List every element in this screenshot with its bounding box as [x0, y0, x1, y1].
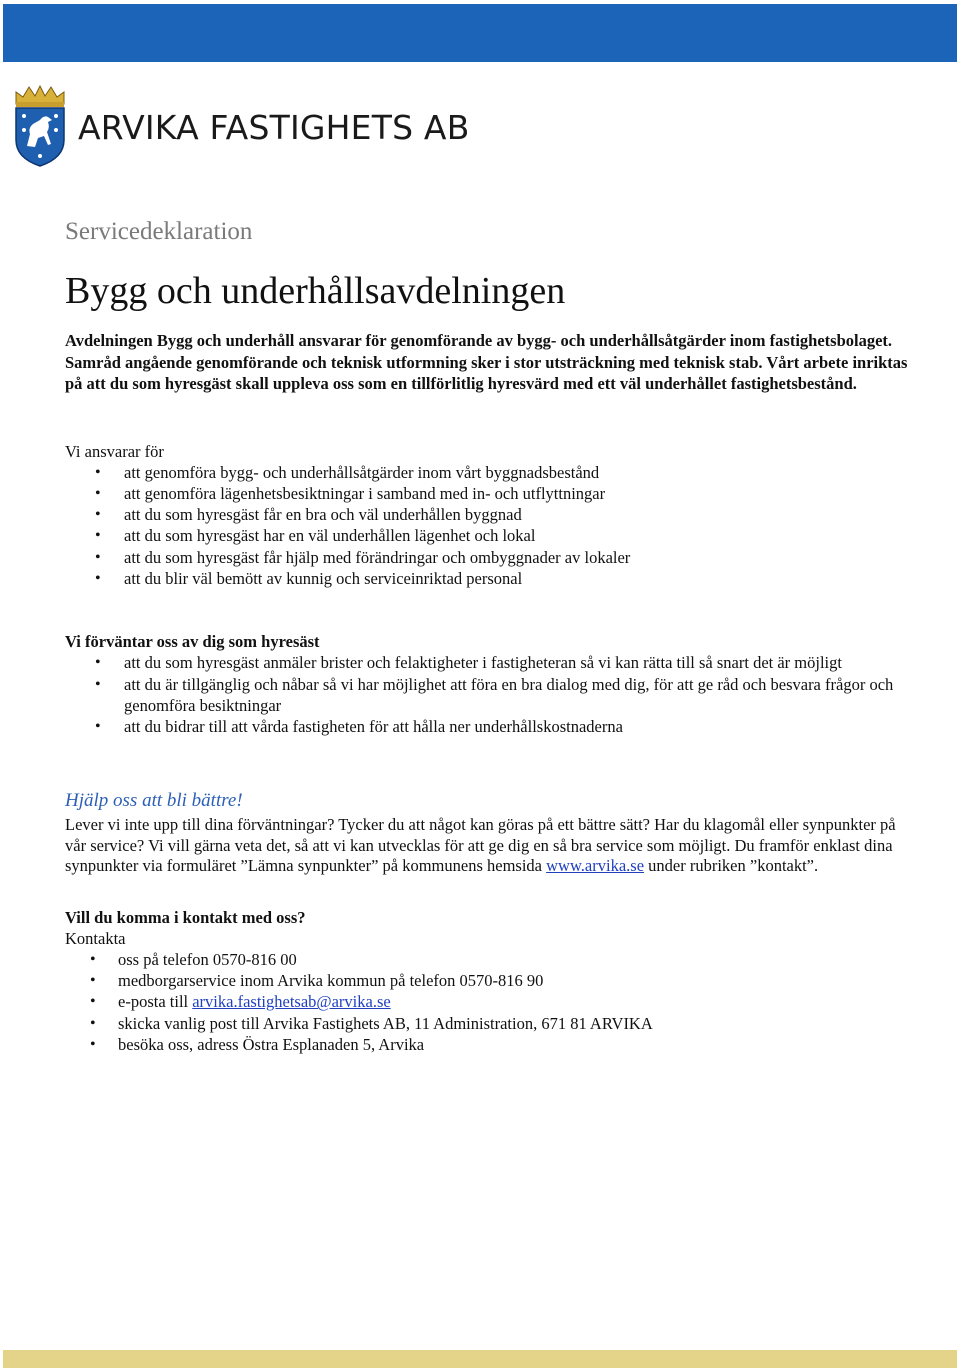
list-item: • att genomföra lägenhetsbesiktningar i samband med in- och utflyttningar: [65, 483, 915, 504]
contact-item-visit: • besöka oss, adress Östra Esplanaden 5, Arvika: [65, 1034, 915, 1055]
website-link[interactable]: www.arvika.se: [546, 856, 645, 876]
contact-item-phone: • oss på telefon 0570-816 00: [65, 949, 915, 970]
list-item: • att du blir väl bemött av kunnig och serviceinriktad personal: [65, 568, 915, 589]
list-item: • att du som hyresgäst anmäler brister och felaktigheter i fastigheteran så vi kan rätta till så snart det är möjligt: [65, 652, 915, 673]
expectations-heading: Vi förväntar oss av dig som hyresäst: [65, 632, 320, 652]
email-link[interactable]: arvika.fastighetsab@arvika.se: [192, 992, 391, 1012]
bottom-color-bar: [3, 1350, 957, 1368]
company-name: ARVIKA FASTIGHETS AB: [78, 108, 470, 147]
responsibilities-section: [65, 441, 915, 590]
help-heading: Hjälp oss att bli bättre!: [65, 790, 243, 812]
document-type: Servicedeklaration: [65, 218, 253, 245]
list-item: • att du bidrar till att vårda fastigheten för att hålla ner underhållskostnaderna: [65, 716, 915, 737]
intro-paragraph: Avdelningen Bygg och underhåll ansvarar för genomförande av bygg- och underhållsåtgärder inom fastighetsbolaget. Samråd angående genomförande och teknisk utformning sker i stor utsträckning med teknisk stab. Vårt arbete inriktas på att du som hyresgäst skall uppleva oss som en tillförlitlig hyresvärd med ett väl underhållet fastighetsbestånd.: [65, 331, 908, 393]
list-item: • att du som hyresgäst får en bra och väl underhållen byggnad: [65, 504, 915, 525]
company-logo: [10, 84, 480, 168]
list-item: • att du som hyresgäst får hjälp med förändringar och ombyggnader av lokaler: [65, 547, 915, 568]
help-text: Lever vi inte upp till dina förväntningar? Tycker du att något kan göras på ett bättre sätt? Har du klagomål eller synpunkter på vår service? Vi vill gärna veta det, så att vi kan utvecklas för att ge dig en så bra service som möjligt. Du framför enklast dina synpunkter via formuläret ”Lämna synpunkter” på kommunens hemsida: [65, 815, 896, 876]
contact-item-email: [65, 991, 915, 1012]
list-item: • att genomföra bygg- och underhållsåtgärder inom vårt byggnadsbestånd: [65, 462, 915, 483]
contact-item-post: • skicka vanlig post till Arvika Fastighets AB, 11 Administration, 671 81 ARVIKA: [65, 1013, 915, 1034]
help-text-end: under rubriken ”kontakt”.: [644, 856, 819, 876]
page-title: Bygg och underhållsavdelningen: [65, 270, 566, 312]
arvika-crest-icon: [10, 84, 70, 168]
list-item: • att du som hyresgäst har en väl underhållen lägenhet och lokal: [65, 525, 915, 546]
responsibilities-heading: Vi ansvarar för: [65, 441, 164, 461]
document-body: [65, 214, 915, 1055]
contact-heading: Vill du komma i kontakt med oss?: [65, 907, 306, 927]
contact-subheading: Kontakta: [65, 928, 126, 948]
responsibilities-list: [65, 462, 915, 590]
list-item: • att du är tillgänglig och nåbar så vi har möjlighet att föra en bra dialog med dig, för att ge råd och besvara frågor och genomföra besiktningar: [65, 674, 915, 717]
expectations-section: [65, 631, 915, 737]
contact-list: [65, 949, 915, 1055]
top-color-bar: [3, 4, 957, 62]
help-paragraph: [65, 815, 915, 877]
contact-item-citizen-service: • medborgarservice inom Arvika kommun på telefon 0570-816 90: [65, 970, 915, 991]
email-label: e-posta till: [118, 992, 193, 1012]
expectations-list: [65, 652, 915, 737]
